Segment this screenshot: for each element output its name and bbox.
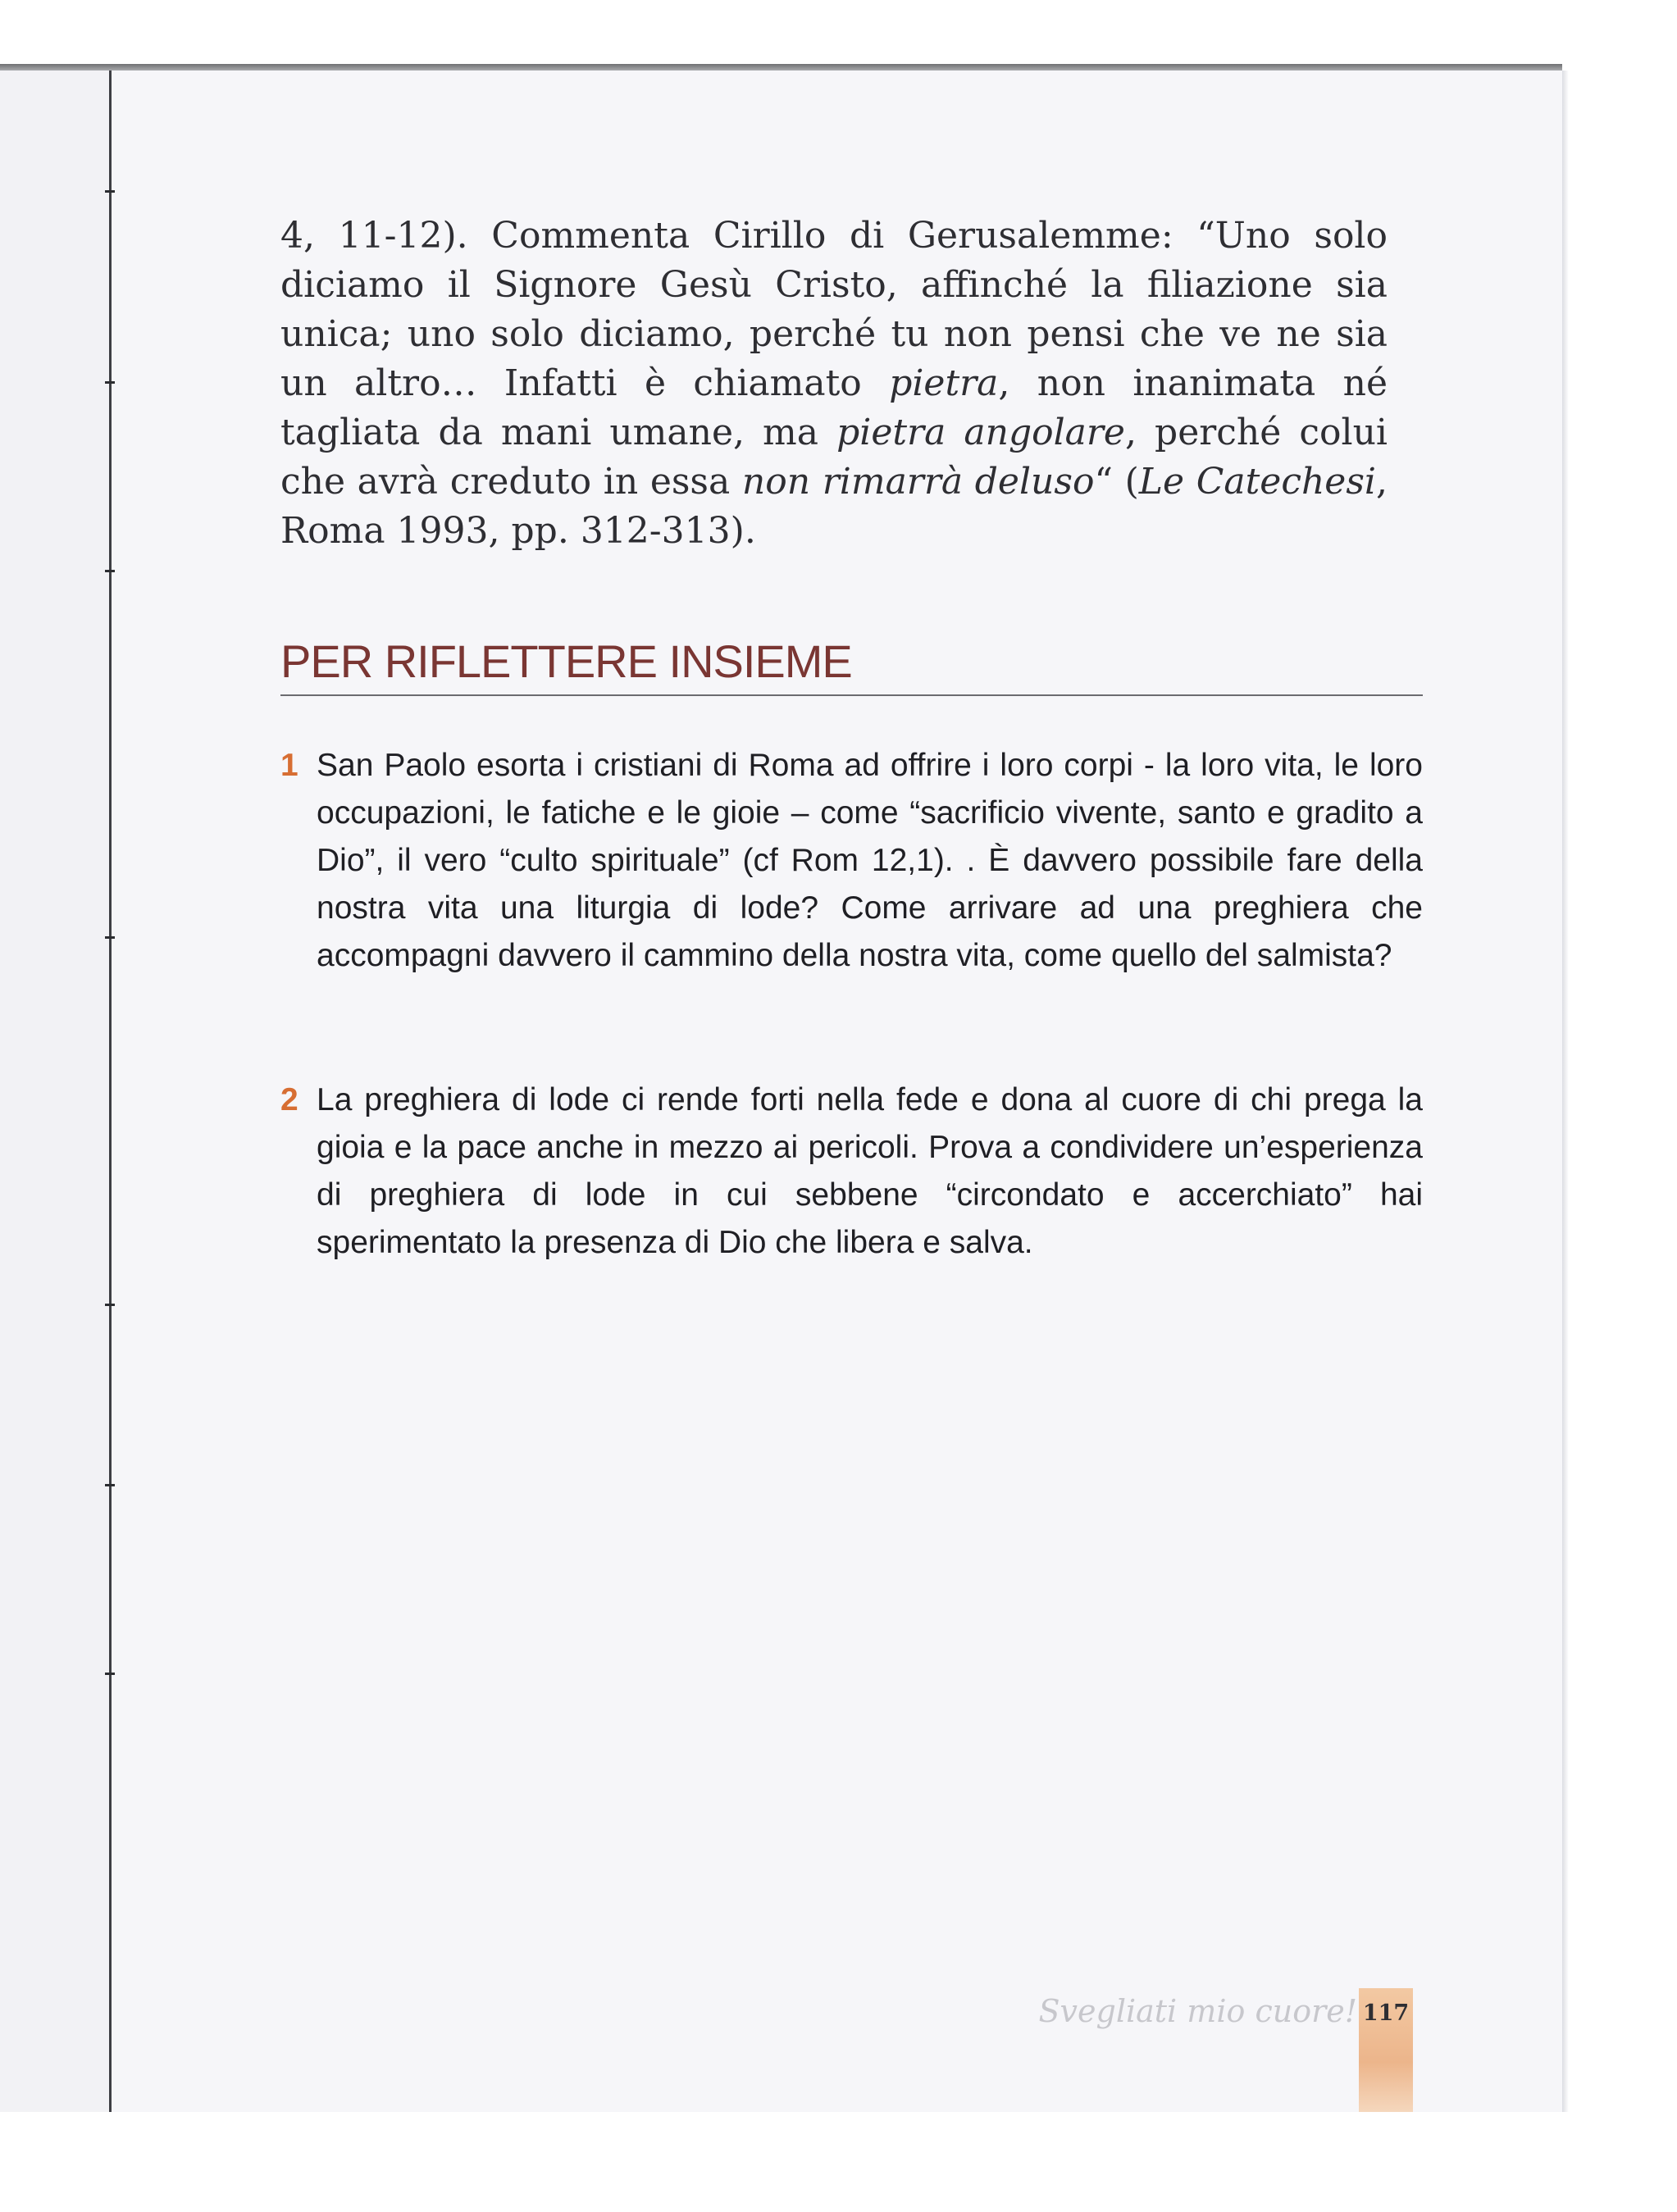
section-title: PER RIFLETTERE INSIEME (280, 635, 852, 687)
body-paragraph (280, 212, 1388, 556)
stitch-mark (105, 1484, 115, 1486)
reflection-item-2 (280, 1076, 1423, 1267)
facing-page-edge (0, 71, 109, 2112)
item-number: 2 (280, 1082, 298, 1117)
stitch-mark (105, 570, 115, 572)
page-edge-shadow (1562, 71, 1569, 2112)
page-number: 117 (1362, 2000, 1410, 2026)
item-number: 1 (280, 748, 298, 783)
body-text-run: , non inanimata né tagliata da mani umane, ma (280, 362, 1388, 453)
stitch-mark (105, 190, 115, 193)
body-italic-run: non rimarrà deluso (741, 461, 1095, 503)
section-divider (280, 694, 1423, 696)
stitch-mark (105, 1304, 115, 1306)
reflection-section (280, 634, 1423, 696)
stitch-mark (105, 1673, 115, 1675)
binding-spine (109, 71, 112, 2112)
body-text-run: 4, 11-12). Commenta Cirillo di Gerusalemme: “Uno solo diciamo il Signore Gesù Cristo, affinché la filiazione sia unica; uno solo diciamo, perché tu non pensi che ve ne sia un altro… Infatti è chiamato (280, 215, 1388, 404)
item-text: San Paolo esorta i cristiani di Roma ad offrire i loro corpi - la loro vita, le loro occupazioni, le fatiche e le gioie – come “sacrificio vivente, santo e gradito a Dio”, il vero “culto spirituale” (cf Rom 12,1). . È davvero possibile fare della nostra vita una liturgia di lode? Come arrivare ad una preghiera che accompagni davvero il cammino della nostra vita, come quello del salmista? (317, 748, 1423, 973)
running-footer-title: Svegliati mio cuore! (1038, 1993, 1357, 2029)
body-text-run: , Roma 1993, pp. 312-313). (280, 461, 1388, 552)
body-text-run: , perché colui che avrà creduto in essa (280, 412, 1388, 503)
reflection-item-1 (280, 742, 1423, 980)
body-italic-run: Le Catechesi (1138, 461, 1376, 503)
page-top-edge (0, 64, 1562, 71)
stitch-mark (105, 936, 115, 939)
body-italic-run: pietra angolare (836, 412, 1125, 453)
item-text: La preghiera di lode ci rende forti nella fede e dona al cuore di chi prega la gioia e la pace anche in mezzo ai pericoli. Prova a condividere un’esperienza di preghiera di lode in cui sebbene “circondato e accerchiato” hai sperimentato la presenza di Dio che libera e salva. (317, 1082, 1423, 1260)
stitch-mark (105, 381, 115, 384)
body-text-run: “ ( (1094, 461, 1139, 503)
body-italic-run: pietra (889, 362, 999, 404)
